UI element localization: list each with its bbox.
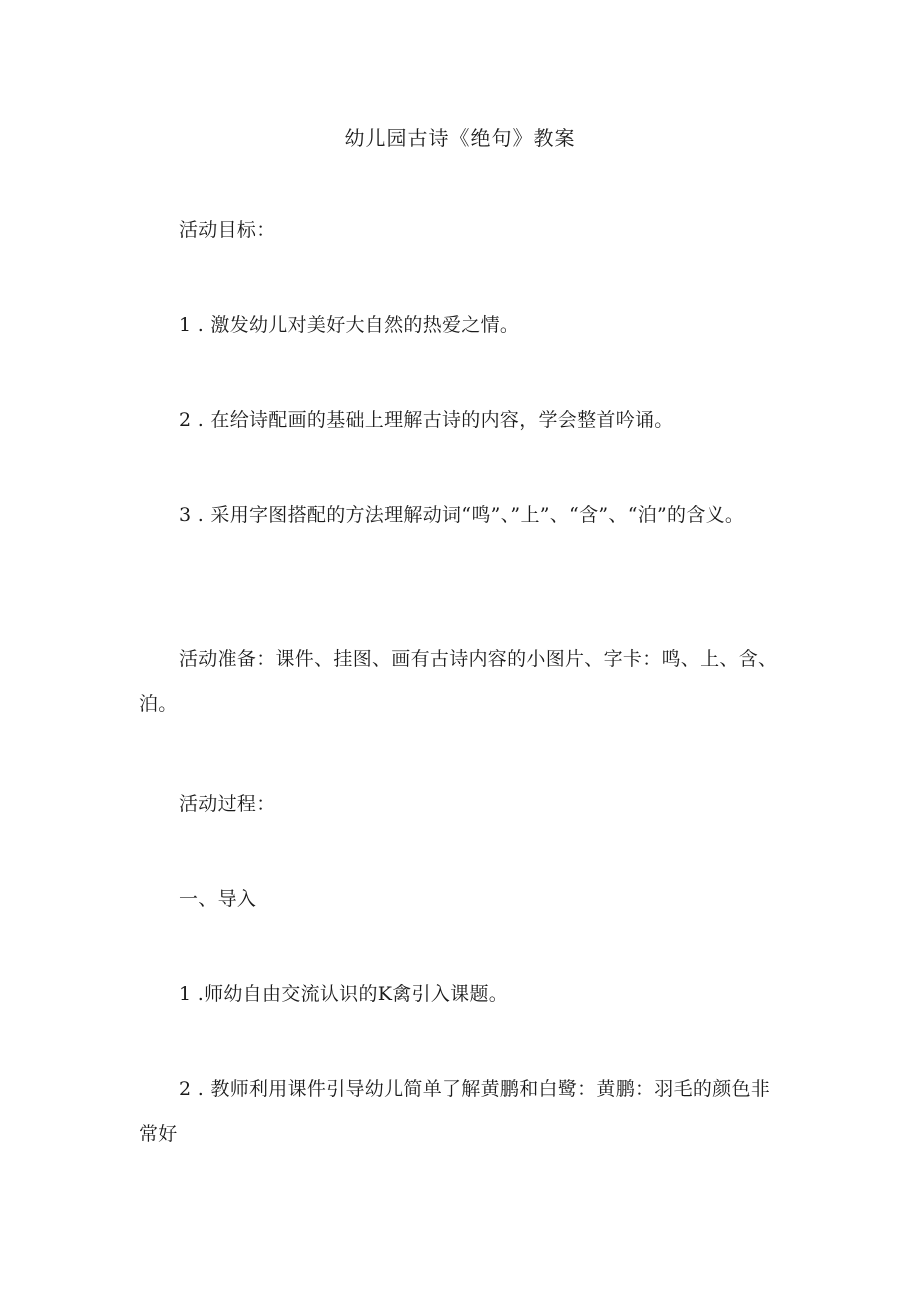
paragraph-preparation: 活动准备：课件、挂图、画有古诗内容的小图片、字卡：鸣、上、含、泊。 (139, 648, 778, 715)
paragraph-goal-3: 3 . 采用字图搭配的方法理解动词“鸣”、”上”、“含”、“泊”的含义。 (179, 504, 745, 526)
paragraph-goals-heading: 活动目标： (179, 219, 276, 241)
paragraph-section-intro: 一、导入 (179, 888, 257, 910)
paragraph-goal-1: 1 . 激发幼儿对美好大自然的热爱之情。 (179, 314, 520, 336)
paragraph-goal-2: 2 . 在给诗配画的基础上理解古诗的内容，学会整首吟诵。 (179, 409, 674, 431)
paragraph-step-1: 1 .师幼自由交流认识的K禽引入课题。 (179, 983, 509, 1005)
paragraph-step-2: 2 . 教师利用课件引导幼儿简单了解黄鹏和白鹭：黄鹏：羽毛的颜色非常好 (139, 1078, 771, 1145)
paragraph-process-heading: 活动过程： (179, 793, 276, 815)
document-title: 幼儿园古诗《绝句》教案 (344, 126, 576, 150)
